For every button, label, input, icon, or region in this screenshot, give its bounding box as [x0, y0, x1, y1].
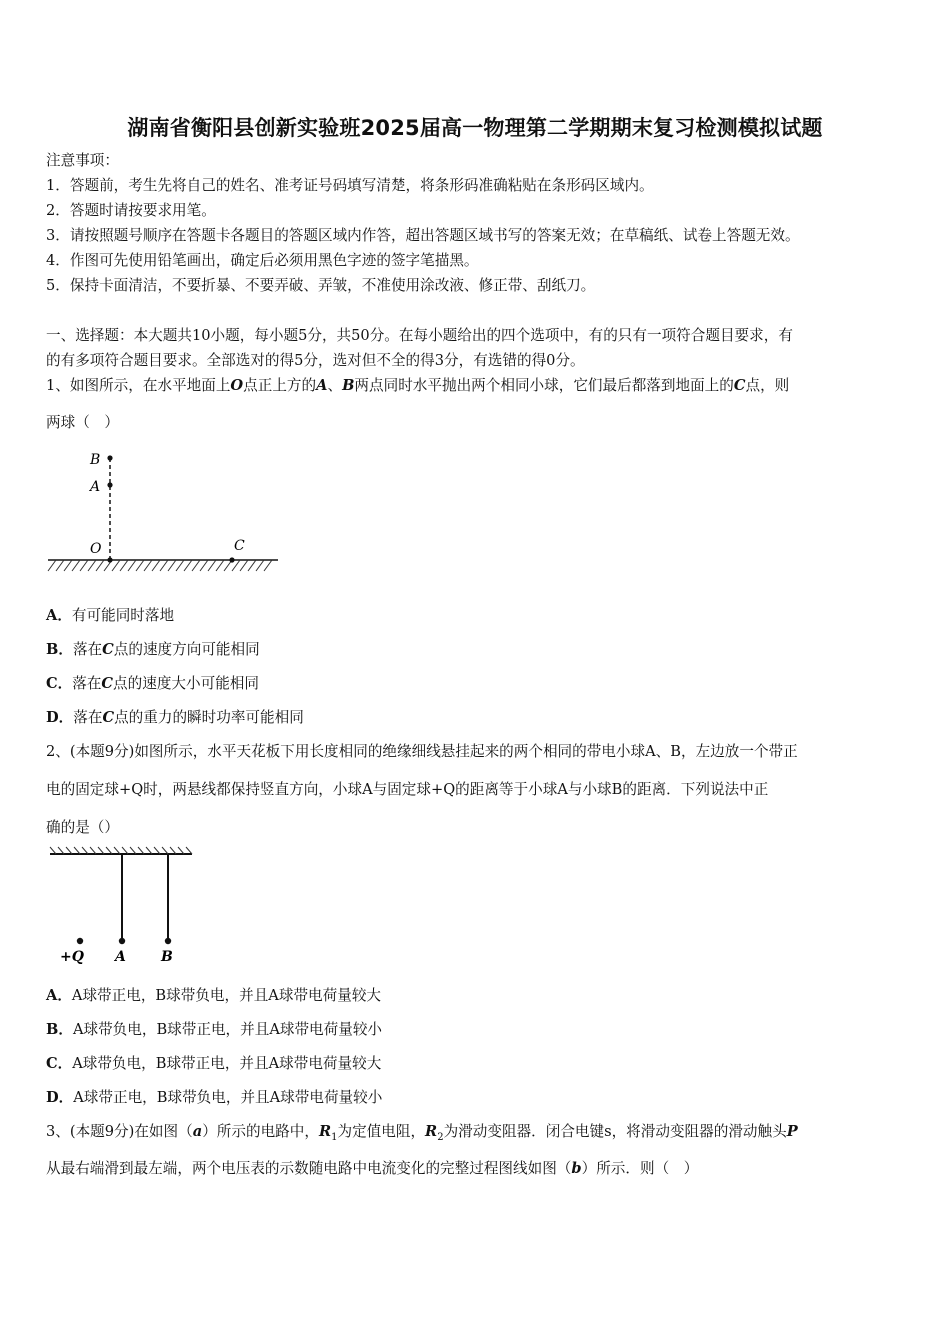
- hatch-mark: [184, 560, 192, 571]
- hatch-mark: [216, 560, 224, 571]
- charge-q: [77, 938, 83, 944]
- option-a: A．有可能同时落地: [46, 607, 175, 624]
- question-2-figure: [46, 846, 206, 968]
- section-instructions-line: 一、选择题：本大题共10小题，每小题5分，共50分。在每小题给出的四个选项中，有的只有一项符合题目要求，有: [46, 327, 793, 344]
- hatch-mark: [114, 847, 120, 854]
- page-title: 湖南省衡阳县创新实验班2025届高一物理第二学期期末复习检测模拟试题: [127, 116, 823, 140]
- hatch-mark: [106, 847, 112, 854]
- hatch-mark: [90, 847, 96, 854]
- hatch-mark: [146, 847, 152, 854]
- hatch-mark: [154, 847, 160, 854]
- hatch-mark: [170, 847, 176, 854]
- ceiling-hatching: [50, 847, 192, 854]
- hatch-mark: [162, 847, 168, 854]
- label-b: B: [90, 452, 101, 468]
- notice-item: 2．答题时请按要求用笔。: [46, 202, 216, 219]
- hatch-mark: [264, 560, 272, 571]
- hatch-mark: [122, 847, 128, 854]
- hatch-mark: [50, 847, 56, 854]
- label-c: C: [234, 538, 245, 554]
- option-c: C．A球带负电，B球带正电，并且A球带电荷量较大: [46, 1055, 382, 1072]
- label-a: A: [115, 949, 126, 965]
- label-b: B: [161, 949, 173, 965]
- hatch-mark: [138, 847, 144, 854]
- hatch-mark: [160, 560, 168, 571]
- hatch-mark: [74, 847, 80, 854]
- point-c: [229, 557, 234, 562]
- hatch-mark: [240, 560, 248, 571]
- option-d: D．落在C点的重力的瞬时功率可能相同: [46, 709, 304, 726]
- hatch-mark: [178, 847, 184, 854]
- option-d: D．A球带正电，B球带负电，并且A球带电荷量较小: [46, 1089, 383, 1106]
- question-2-stem-cont: 电的固定球+Q时，两悬线都保持竖直方向，小球A与固定球+Q的距离等于小球A与小球B的距离．下列说法中正: [46, 781, 769, 798]
- hatch-mark: [208, 560, 216, 571]
- option-b: B．落在C点的速度方向可能相同: [46, 641, 260, 658]
- hatch-mark: [186, 847, 192, 854]
- label-o: O: [90, 541, 102, 557]
- notice-heading: 注意事项：: [46, 152, 119, 169]
- question-1-figure: [44, 448, 284, 576]
- question-3-stem: 3、(本题9分)在如图（a）所示的电路中，$R_1$为定值电阻，$R_2$为滑动变阻器．闭合电键s，将滑动变阻器的滑动触头P: [46, 1123, 798, 1143]
- hatch-mark: [130, 847, 136, 854]
- hatch-mark: [66, 847, 72, 854]
- ground-hatching: [48, 560, 272, 571]
- notice-item: 5．保持卡面清洁，不要折暴、不要弄破、弄皱，不准使用涂改液、修正带、刮纸刀。: [46, 277, 596, 294]
- hatch-mark: [200, 560, 208, 571]
- ball-a: [119, 938, 125, 944]
- hatch-mark: [176, 560, 184, 571]
- point-o: [107, 557, 112, 562]
- hatch-mark: [112, 560, 120, 571]
- question-1-stem: 1、如图所示，在水平地面上O点正上方的A、B两点同时水平抛出两个相同小球，它们最后都落到地面上的C点，则: [46, 377, 790, 394]
- point-a: [107, 482, 112, 487]
- hatch-mark: [88, 560, 96, 571]
- hatch-mark: [152, 560, 160, 571]
- question-2-stem: 2、(本题9分)如图所示，水平天花板下用长度相同的绝缘细线悬挂起来的两个相同的带电小球A、B，左边放一个带正: [46, 743, 798, 760]
- option-c: C．落在C点的速度大小可能相同: [46, 675, 259, 692]
- hatch-mark: [128, 560, 136, 571]
- hatch-mark: [248, 560, 256, 571]
- section-instructions-line: 的有多项符合题目要求。全部选对的得5分，选对但不全的得3分，有选错的得0分。: [46, 352, 585, 369]
- hatch-mark: [256, 560, 264, 571]
- notice-item: 1．答题前，考生先将自己的姓名、准考证号码填写清楚，将条形码准确粘贴在条形码区域内。: [46, 177, 654, 194]
- label-a: A: [90, 479, 101, 495]
- hatch-mark: [98, 847, 104, 854]
- hatch-mark: [48, 560, 56, 571]
- notice-item: 4．作图可先使用铅笔画出，确定后必须用黑色字迹的签字笔描黑。: [46, 252, 479, 269]
- hatch-mark: [58, 847, 64, 854]
- ball-b: [165, 938, 171, 944]
- option-b: B．A球带负电，B球带正电，并且A球带电荷量较小: [46, 1021, 383, 1038]
- hatch-mark: [96, 560, 104, 571]
- hatch-mark: [72, 560, 80, 571]
- hatch-mark: [56, 560, 64, 571]
- question-2-stem-cont: 确的是（）: [46, 819, 119, 836]
- hatch-mark: [82, 847, 88, 854]
- hatch-mark: [80, 560, 88, 571]
- question-1-stem-cont: 两球（ ）: [46, 414, 119, 431]
- label-q: +Q: [60, 949, 84, 965]
- option-a: A．A球带正电，B球带负电，并且A球带电荷量较大: [46, 987, 382, 1004]
- hatch-mark: [168, 560, 176, 571]
- hatch-mark: [64, 560, 72, 571]
- hatch-mark: [144, 560, 152, 571]
- question-3-stem-cont: 从最右端滑到最左端，两个电压表的示数随电路中电流变化的完整过程图线如图（b）所示．则（ ）: [46, 1160, 699, 1177]
- hatch-mark: [120, 560, 128, 571]
- point-b: [107, 455, 112, 460]
- hatch-mark: [136, 560, 144, 571]
- notice-item: 3．请按照题号顺序在答题卡各题目的答题区域内作答，超出答题区域书写的答案无效；在草稿纸、试卷上答题无效。: [46, 227, 800, 244]
- hatch-mark: [192, 560, 200, 571]
